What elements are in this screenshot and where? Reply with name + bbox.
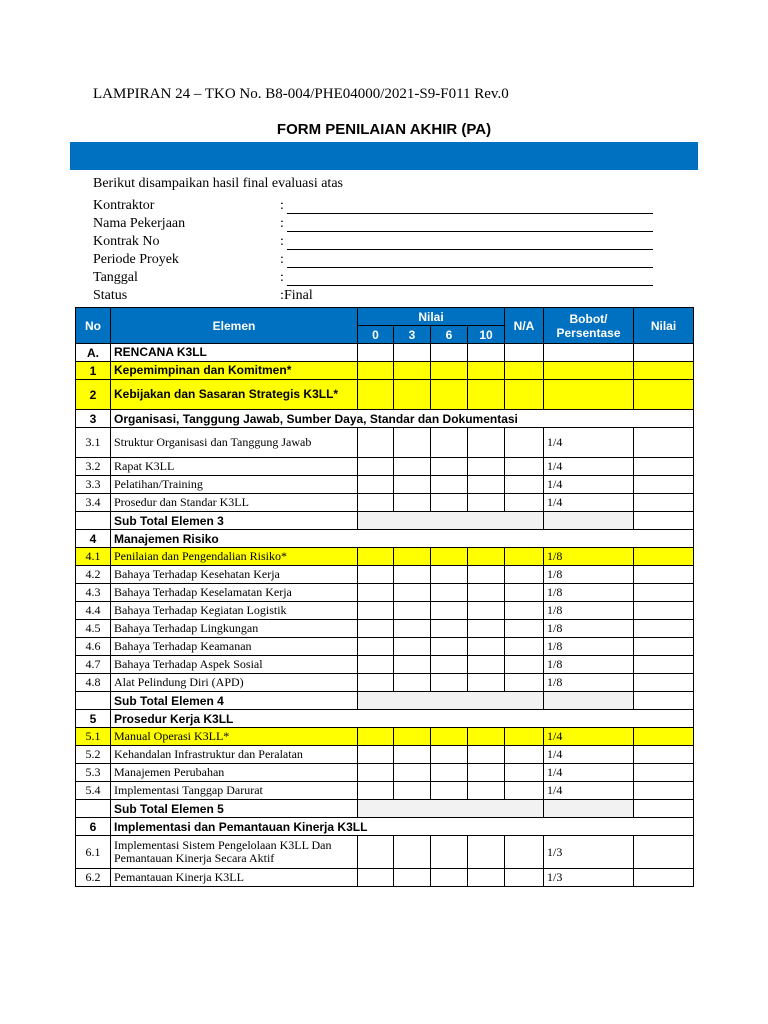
row-bobot [544, 692, 634, 710]
row-nilai[interactable] [634, 869, 694, 887]
score-cell[interactable] [468, 566, 505, 584]
row-nilai[interactable] [634, 638, 694, 656]
row-nilai[interactable] [634, 344, 694, 362]
field-input-line[interactable] [287, 267, 653, 268]
table-row [76, 620, 694, 638]
col-header-nilai-group: Nilai [358, 308, 505, 326]
table-row [76, 869, 694, 887]
na-cell[interactable] [505, 584, 544, 602]
score-cell[interactable] [394, 362, 431, 380]
table-row [76, 584, 694, 602]
row-nilai[interactable] [634, 674, 694, 692]
na-cell[interactable] [505, 362, 544, 380]
subtotal-score-cells [358, 512, 544, 530]
subtotal-score-cells [358, 800, 544, 818]
table-row [76, 746, 694, 764]
na-cell[interactable] [505, 602, 544, 620]
assessment-table [75, 307, 694, 887]
field-colon: : [280, 216, 284, 231]
score-cell[interactable] [394, 476, 431, 494]
row-element: Prosedur Kerja K3LL [111, 710, 694, 728]
row-nilai[interactable] [634, 548, 694, 566]
na-cell[interactable] [505, 548, 544, 566]
row-bobot: 1/3 [544, 869, 634, 887]
score-cell[interactable] [468, 638, 505, 656]
score-cell[interactable] [394, 836, 431, 869]
field-row [93, 288, 663, 306]
score-cell[interactable] [468, 584, 505, 602]
col-header-score-10: 10 [468, 326, 505, 344]
row-element: Implementasi Sistem Pengelolaan K3LL Dan Pemantauan Kinerja Secara Aktif [111, 836, 358, 869]
row-element: Sub Total Elemen 3 [111, 512, 358, 530]
row-no: 4.7 [76, 656, 111, 674]
intro-text: Berikut disampaikan hasil final evaluasi atas [93, 176, 343, 191]
table-row [76, 764, 694, 782]
score-cell[interactable] [431, 836, 468, 869]
row-bobot: 1/8 [544, 656, 634, 674]
score-cell[interactable] [394, 428, 431, 458]
score-cell[interactable] [358, 458, 394, 476]
field-colon: : [280, 198, 284, 213]
row-no: 6.1 [76, 836, 111, 869]
row-nilai[interactable] [634, 746, 694, 764]
table-row [76, 494, 694, 512]
row-no [76, 800, 111, 818]
na-cell[interactable] [505, 728, 544, 746]
score-cell[interactable] [394, 548, 431, 566]
row-nilai[interactable] [634, 800, 694, 818]
score-cell[interactable] [358, 656, 394, 674]
row-bobot: 1/4 [544, 764, 634, 782]
table-row [76, 656, 694, 674]
na-cell[interactable] [505, 428, 544, 458]
score-cell[interactable] [394, 566, 431, 584]
field-input-line[interactable] [287, 285, 653, 286]
score-cell[interactable] [431, 566, 468, 584]
row-element: Bahaya Terhadap Keamanan [111, 638, 358, 656]
title-banner [70, 142, 698, 170]
score-cell[interactable] [468, 494, 505, 512]
field-value: Final [284, 288, 313, 303]
row-no: 1 [76, 362, 111, 380]
score-cell[interactable] [431, 362, 468, 380]
score-cell[interactable] [358, 746, 394, 764]
row-bobot: 1/4 [544, 728, 634, 746]
table-row [76, 710, 694, 728]
row-bobot: 1/4 [544, 428, 634, 458]
score-cell[interactable] [468, 602, 505, 620]
score-cell[interactable] [431, 548, 468, 566]
table-row [76, 344, 694, 362]
na-cell[interactable] [505, 656, 544, 674]
row-bobot [544, 362, 634, 380]
row-element: Bahaya Terhadap Kegiatan Logistik [111, 602, 358, 620]
row-no: 6.2 [76, 869, 111, 887]
row-no [76, 512, 111, 530]
na-cell[interactable] [505, 380, 544, 410]
row-nilai[interactable] [634, 782, 694, 800]
row-nilai[interactable] [634, 380, 694, 410]
score-cell[interactable] [468, 476, 505, 494]
score-cell[interactable] [468, 380, 505, 410]
score-cell[interactable] [431, 458, 468, 476]
row-bobot: 1/4 [544, 458, 634, 476]
field-input-line[interactable] [287, 231, 653, 232]
field-colon: : [280, 288, 284, 303]
row-no: 5 [76, 710, 111, 728]
row-no: A. [76, 344, 111, 362]
score-cell[interactable] [394, 782, 431, 800]
row-no: 5.2 [76, 746, 111, 764]
score-cell[interactable] [431, 728, 468, 746]
field-row [93, 270, 663, 288]
field-label: Periode Proyek [93, 252, 179, 267]
row-element: Rapat K3LL [111, 458, 358, 476]
score-cell[interactable] [468, 620, 505, 638]
score-cell[interactable] [468, 746, 505, 764]
score-cell[interactable] [431, 656, 468, 674]
na-cell[interactable] [505, 869, 544, 887]
row-bobot: 1/3 [544, 836, 634, 869]
field-colon: : [280, 234, 284, 249]
score-cell[interactable] [358, 566, 394, 584]
row-nilai[interactable] [634, 476, 694, 494]
score-cell[interactable] [468, 782, 505, 800]
row-element: Kebijakan dan Sasaran Strategis K3LL* [111, 380, 358, 410]
score-cell[interactable] [358, 782, 394, 800]
document-reference: LAMPIRAN 24 – TKO No. B8-004/PHE04000/2021-S9-F011 Rev.0 [93, 86, 509, 102]
na-cell[interactable] [505, 458, 544, 476]
row-nilai[interactable] [634, 362, 694, 380]
col-header-bobot: Bobot/ Persentase [544, 308, 634, 344]
table-row [76, 818, 694, 836]
row-bobot: 1/4 [544, 494, 634, 512]
row-nilai[interactable] [634, 428, 694, 458]
score-cell[interactable] [468, 764, 505, 782]
row-no: 4.4 [76, 602, 111, 620]
table-row [76, 782, 694, 800]
score-cell[interactable] [358, 836, 394, 869]
table-row [76, 530, 694, 548]
row-nilai[interactable] [634, 656, 694, 674]
field-label: Status [93, 288, 128, 303]
row-no: 5.4 [76, 782, 111, 800]
table-row [76, 728, 694, 746]
score-cell[interactable] [468, 836, 505, 869]
row-no: 3.4 [76, 494, 111, 512]
col-header-score-0: 0 [358, 326, 394, 344]
score-cell[interactable] [394, 656, 431, 674]
row-bobot [544, 380, 634, 410]
table-row [76, 800, 694, 818]
row-element: Pemantauan Kinerja K3LL [111, 869, 358, 887]
row-element: Alat Pelindung Diri (APD) [111, 674, 358, 692]
score-cell[interactable] [431, 782, 468, 800]
score-cell[interactable] [468, 362, 505, 380]
row-element: Prosedur dan Standar K3LL [111, 494, 358, 512]
row-nilai[interactable] [634, 458, 694, 476]
row-no: 4.6 [76, 638, 111, 656]
row-element: Manual Operasi K3LL* [111, 728, 358, 746]
row-element: Bahaya Terhadap Keselamatan Kerja [111, 584, 358, 602]
row-bobot: 1/4 [544, 782, 634, 800]
subtotal-score-cells [358, 692, 544, 710]
row-bobot: 1/8 [544, 638, 634, 656]
score-cell[interactable] [394, 380, 431, 410]
row-no: 4.1 [76, 548, 111, 566]
row-bobot: 1/8 [544, 548, 634, 566]
row-nilai[interactable] [634, 584, 694, 602]
field-colon: : [280, 252, 284, 267]
table-row [76, 638, 694, 656]
row-bobot [544, 344, 634, 362]
row-element: Implementasi Tanggap Darurat [111, 782, 358, 800]
na-cell[interactable] [505, 620, 544, 638]
score-cell[interactable] [358, 494, 394, 512]
score-cell[interactable] [431, 380, 468, 410]
row-nilai[interactable] [634, 620, 694, 638]
field-colon: : [280, 270, 284, 285]
row-nilai[interactable] [634, 728, 694, 746]
score-cell[interactable] [394, 746, 431, 764]
col-header-score-6: 6 [431, 326, 468, 344]
row-bobot [544, 800, 634, 818]
na-cell[interactable] [505, 764, 544, 782]
row-no: 4.2 [76, 566, 111, 584]
score-cell[interactable] [431, 638, 468, 656]
row-no: 4.5 [76, 620, 111, 638]
score-cell[interactable] [358, 584, 394, 602]
score-cell[interactable] [358, 620, 394, 638]
row-bobot: 1/8 [544, 602, 634, 620]
table-row [76, 476, 694, 494]
row-no: 3.1 [76, 428, 111, 458]
row-nilai[interactable] [634, 692, 694, 710]
score-cell[interactable] [394, 869, 431, 887]
score-cell[interactable] [394, 674, 431, 692]
score-cell[interactable] [468, 458, 505, 476]
na-cell[interactable] [505, 674, 544, 692]
score-cell[interactable] [394, 638, 431, 656]
row-element: Sub Total Elemen 5 [111, 800, 358, 818]
row-no [76, 692, 111, 710]
field-row [93, 198, 663, 216]
score-cell[interactable] [431, 674, 468, 692]
score-cell[interactable] [468, 428, 505, 458]
row-element: Manajemen Perubahan [111, 764, 358, 782]
score-cell[interactable] [394, 602, 431, 620]
row-no: 5.1 [76, 728, 111, 746]
score-cell[interactable] [358, 764, 394, 782]
col-header-nilai: Nilai [634, 308, 694, 344]
score-cell[interactable] [358, 380, 394, 410]
score-cell[interactable] [394, 494, 431, 512]
row-nilai[interactable] [634, 764, 694, 782]
row-bobot [544, 512, 634, 530]
na-cell[interactable] [505, 638, 544, 656]
score-cell[interactable] [358, 362, 394, 380]
row-no: 4.3 [76, 584, 111, 602]
score-cell[interactable] [394, 764, 431, 782]
table-row [76, 410, 694, 428]
row-no: 6 [76, 818, 111, 836]
score-cell[interactable] [431, 476, 468, 494]
na-cell[interactable] [505, 566, 544, 584]
field-input-line[interactable] [287, 249, 653, 250]
row-bobot: 1/8 [544, 674, 634, 692]
col-header-na: N/A [505, 308, 544, 344]
field-input-line[interactable] [287, 213, 653, 214]
table-row [76, 566, 694, 584]
row-bobot: 1/4 [544, 746, 634, 764]
table-row [76, 548, 694, 566]
row-no: 3.3 [76, 476, 111, 494]
row-no: 5.3 [76, 764, 111, 782]
field-label: Kontrak No [93, 234, 160, 249]
field-label: Nama Pekerjaan [93, 216, 186, 231]
row-element: Implementasi dan Pemantauan Kinerja K3LL [111, 818, 694, 836]
score-cell[interactable] [468, 548, 505, 566]
score-cell[interactable] [468, 728, 505, 746]
info-fields [93, 198, 663, 306]
row-element: Pelatihan/Training [111, 476, 358, 494]
row-bobot: 1/8 [544, 620, 634, 638]
row-no: 2 [76, 380, 111, 410]
row-bobot: 1/8 [544, 566, 634, 584]
table-row [76, 674, 694, 692]
score-cell[interactable] [468, 344, 505, 362]
score-cell[interactable] [468, 869, 505, 887]
score-cell[interactable] [358, 638, 394, 656]
field-label: Tanggal [93, 270, 138, 285]
row-element: Kehandalan Infrastruktur dan Peralatan [111, 746, 358, 764]
row-no: 3 [76, 410, 111, 428]
score-cell[interactable] [394, 584, 431, 602]
field-label: Kontraktor [93, 198, 155, 213]
na-cell[interactable] [505, 476, 544, 494]
score-cell[interactable] [431, 602, 468, 620]
col-header-no: No [76, 308, 111, 344]
table-row [76, 602, 694, 620]
score-cell[interactable] [468, 656, 505, 674]
row-no: 3.2 [76, 458, 111, 476]
table-row [76, 362, 694, 380]
score-cell[interactable] [431, 746, 468, 764]
col-header-score-3: 3 [394, 326, 431, 344]
score-cell[interactable] [358, 548, 394, 566]
row-nilai[interactable] [634, 602, 694, 620]
score-cell[interactable] [431, 869, 468, 887]
row-element: Organisasi, Tanggung Jawab, Sumber Daya, Standar dan Dokumentasi [111, 410, 694, 428]
row-no: 4 [76, 530, 111, 548]
row-element: Struktur Organisasi dan Tanggung Jawab [111, 428, 358, 458]
score-cell[interactable] [358, 602, 394, 620]
row-element: Manajemen Risiko [111, 530, 694, 548]
table-row [76, 692, 694, 710]
field-row [93, 252, 663, 270]
score-cell[interactable] [358, 674, 394, 692]
row-element: Bahaya Terhadap Kesehatan Kerja [111, 566, 358, 584]
row-element: Sub Total Elemen 4 [111, 692, 358, 710]
row-element: Bahaya Terhadap Lingkungan [111, 620, 358, 638]
page-title: FORM PENILAIAN AKHIR (PA) [276, 121, 492, 138]
score-cell[interactable] [394, 458, 431, 476]
row-element: Bahaya Terhadap Aspek Sosial [111, 656, 358, 674]
score-cell[interactable] [394, 728, 431, 746]
na-cell[interactable] [505, 746, 544, 764]
table-row [76, 428, 694, 458]
row-element: Kepemimpinan dan Komitmen* [111, 362, 358, 380]
field-row [93, 216, 663, 234]
row-element: RENCANA K3LL [111, 344, 358, 362]
score-cell[interactable] [431, 428, 468, 458]
na-cell[interactable] [505, 782, 544, 800]
table-row [76, 512, 694, 530]
score-cell[interactable] [468, 674, 505, 692]
row-nilai[interactable] [634, 494, 694, 512]
score-cell[interactable] [394, 620, 431, 638]
score-cell[interactable] [358, 344, 394, 362]
row-bobot: 1/4 [544, 476, 634, 494]
row-nilai[interactable] [634, 512, 694, 530]
score-cell[interactable] [358, 728, 394, 746]
na-cell[interactable] [505, 494, 544, 512]
score-cell[interactable] [431, 584, 468, 602]
na-cell[interactable] [505, 836, 544, 869]
row-element: Penilaian dan Pengendalian Risiko* [111, 548, 358, 566]
score-cell[interactable] [431, 764, 468, 782]
na-cell[interactable] [505, 344, 544, 362]
score-cell[interactable] [431, 344, 468, 362]
row-bobot: 1/8 [544, 584, 634, 602]
row-nilai[interactable] [634, 836, 694, 869]
score-cell[interactable] [358, 428, 394, 458]
score-cell[interactable] [394, 344, 431, 362]
col-header-elemen: Elemen [111, 308, 358, 344]
row-nilai[interactable] [634, 566, 694, 584]
score-cell[interactable] [431, 494, 468, 512]
score-cell[interactable] [431, 620, 468, 638]
table-row [76, 836, 694, 869]
field-row [93, 234, 663, 252]
score-cell[interactable] [358, 869, 394, 887]
row-no: 4.8 [76, 674, 111, 692]
table-row [76, 458, 694, 476]
table-row [76, 380, 694, 410]
score-cell[interactable] [358, 476, 394, 494]
